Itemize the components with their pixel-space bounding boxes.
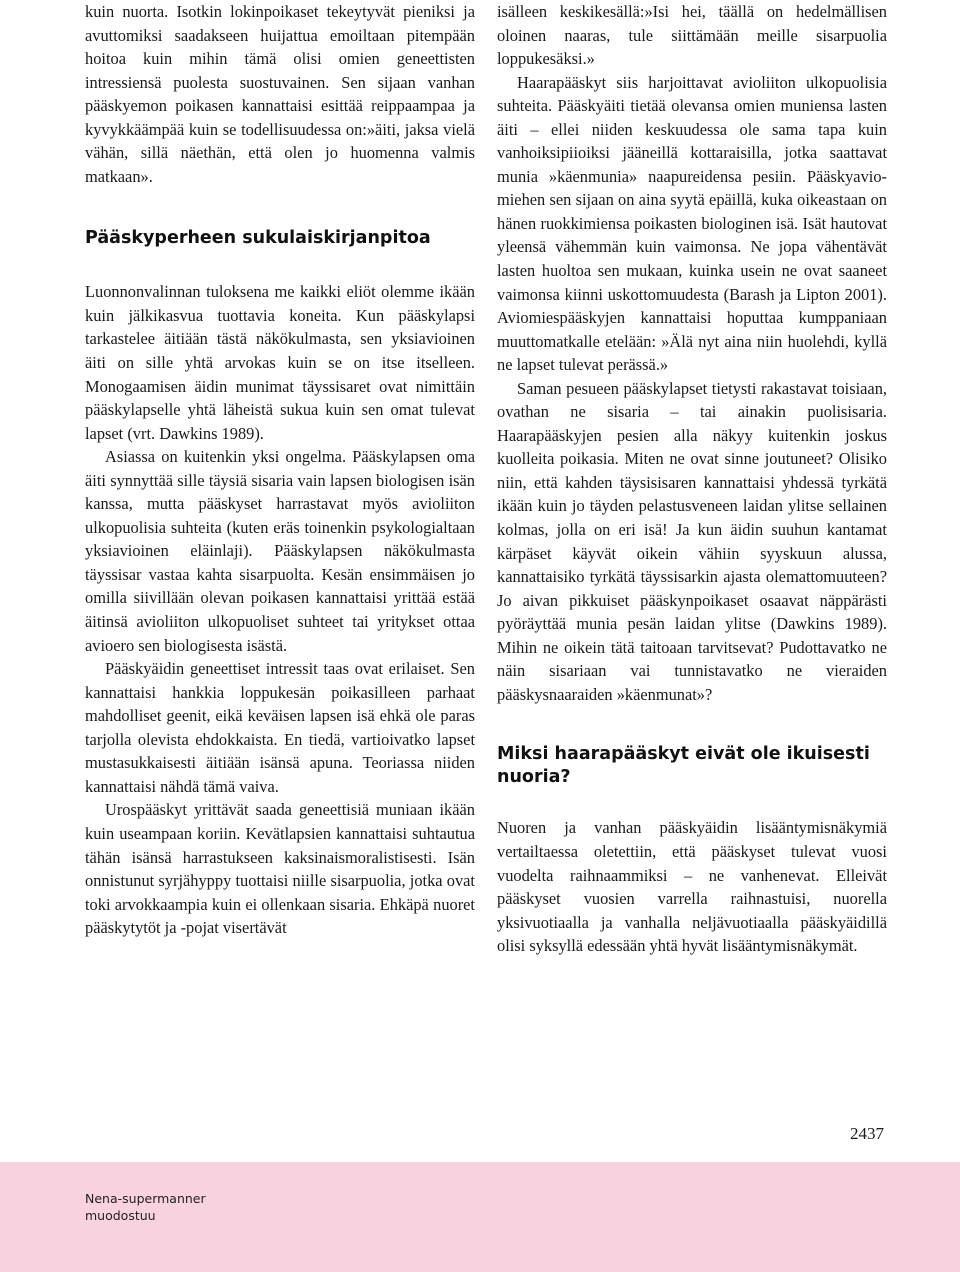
left-paragraph-2: Luonnonvalinnan tuloksena me kaikki eliöt olemme ikään kuin jälkikasvua tuottavia koneita. Kun pääskylapsi tarkastelee äitiään tästä näkökulmasta, sen yksiavioinen äiti on sille yhtä arvokas kuin se on itse itselleen. Monogaamisen äidin munimat täyssisaret ovat nimittäin pääskylapselle yhtä läheistä sukua kuin sen omat tulevat lapset (vrt. Dawkins 1989). xyxy=(85,282,475,443)
footer-caption-line-1: Nena-supermanner xyxy=(85,1191,206,1206)
page-number: 2437 xyxy=(850,1124,884,1143)
right-column xyxy=(497,0,887,958)
right-paragraph-3: Saman pesueen pääskylapset tietysti rakastavat toisiaan, ovathan ne sisaria – tai ainakin puolisisaria. Haarapääskyjen pesien alla näkyy kuitenkin joskus kuolleita poikasia. Miten ne ovat sinne joutuneet? Olisiko niin, että kahden täysisisaren kannattaisi yhdessä tyrkätä ikään kuin jo täyden pelastusveneen laidan ylitse sellainen kolmas, jolla on eri isä! Ja kun äidin suuhun kantamat kärpäset käyvät oikein vähiin syyskuun alussa, kannattaisiko tyrkätä täyssisarkin ajasta olemattomuuteen? Jo aivan pikkuiset pääskynpoikaset osaavat näppärästi pyöräyttää munia pesän laidan ylitse (Dawkins 1989). Mihin ne oikein tätä taitoaan tarvitsevat? Pudottavatko ne näin sisariaan vai tunnistavatko ne vieraiden pääskysnaaraiden »käenmunat»? xyxy=(497,378,887,704)
left-paragraph-4: Pääskyäidin geneettiset intressit taas ovat erilaiset. Sen kannattaisi hankkia loppukesän poikasilleen parhaat mahdolliset geenit, eikä keväisen lapsen isä ehkä ole paras tarjolla olevista ehdokkaista. En tiedä, vartioivatko lapset mustasukkaisesti äitiään isänsä apuna. Teoriassa niiden kannattaisi nähdä tämä vaiva. xyxy=(85,659,475,796)
section-heading-kinship: Pääskyperheen sukulaiskirjanpitoa xyxy=(85,228,431,249)
left-column xyxy=(85,0,475,940)
right-paragraph-2: Haarapääskyt siis harjoittavat avioliiton ulkopuolisia suhteita. Pääskyäiti tietää olevansa omien muniensa lasten äiti – ellei niiden keskuudessa ole sama tapa kuin vanhoiksipiioiksi jääneillä kottaraisilla, jotka saattavat munia »käenmunia» naapureidensa pesiin. Pääskyaviomiehen sen sijaan on aina syytä epäillä, kuka oikeastaan on hänen ruokkimiensa poikasten biologinen isä. Isät hautovat yleensä vähemmän kuin vaimonsa. Ne jopa vähentävät lasten huoltoa sen mukaan, kuinka usein ne ovat saaneet vaimonsa kiinni uskottomuudesta (Barash ja Lipton 2001). Aviomiespääskyjen kannattaisi hoputtaa kumppaniaan muuttomatkalle etelään: »Älä nyt aina niin huolehdi, kyllä ne lapset tulevat perässä.» xyxy=(497,72,887,375)
left-paragraph-3: Asiassa on kuitenkin yksi ongelma. Pääskylapsen oma äiti synnyttää sille täysiä sisaria vain lapsen biologisen isän kanssa, mutta pääskyset harrastavat myös avioliiton ulkopuolisia suhteita (kuten eräs toinenkin psykologialtaan yksiavioinen eläinlaji). Pääskylapsen näkökulmasta täyssisar vastaa kahta sisarpuolta. Kesän ensimmäisen jo omilla siivillään olevan poikasen kannattaisi yrittää estää äitinsä avioliiton ulkopuoliset suhteet tai yritykset ottaa avioero sen biologisesta isästä. xyxy=(85,447,475,655)
footer-caption-line-2: muodostuu xyxy=(85,1208,156,1223)
footer-caption xyxy=(85,1190,206,1224)
section-heading-youth: Miksi haarapääskyt eivät ole ikuisesti nuoria? xyxy=(497,744,870,788)
left-paragraph-1: kuin nuorta. Isotkin lokinpoikaset tekeytyvät pieniksi ja avuttomiksi saadakseen huijattua emoiltaan pitempään hoitoa kuin mihin tämä olisi omien geneettisten intressiensä puolesta suostuvainen. Sen sijaan vanhan pääskyemon poikasen kannattaisi esittää reippaampaa ja kyvykkäämpää kuin se todellisuudessa on:»äiti, jaksa vielä vähän, sillä näethän, että olen jo huomenna valmis matkaan». xyxy=(85,2,475,186)
left-paragraph-5: Urospääskyt yrittävät saada geneettisiä muniaan ikään kuin useampaan koriin. Kevätlapsien kannattaisi suhtautua tähän isänsä harrastukseen kaksinaismoralistisesti. Isän onnistunut syrjähyppy tuottaisi niille sisarpuolia, jotka ovat toki arvokkaampia kuin ei ollenkaan sisaria. Ehkäpä nuoret pääskytytöt ja -pojat visertävät xyxy=(85,800,475,938)
right-paragraph-1: isälleen keskikesällä:»Isi hei, täällä on hedelmällisen oloinen naaras, tule siittämään meille sisarpuolia loppukesäksi.» xyxy=(497,2,887,69)
right-paragraph-4: Nuoren ja vanhan pääskyäidin lisääntymisnäkymiä vertailtaessa oletettiin, että pääskyset tulevat vuosi vuodelta raihnaammiksi – ne vanhenevat. Elleivät pääskyset vuosien varrella raihnastuisi, nuorella yksivuotiaalla ja vanhalla neljävuotiaalla pääskyäidillä olisi syksyllä edessään yhtä hyvät lisääntymisnäkymät. xyxy=(497,818,887,956)
